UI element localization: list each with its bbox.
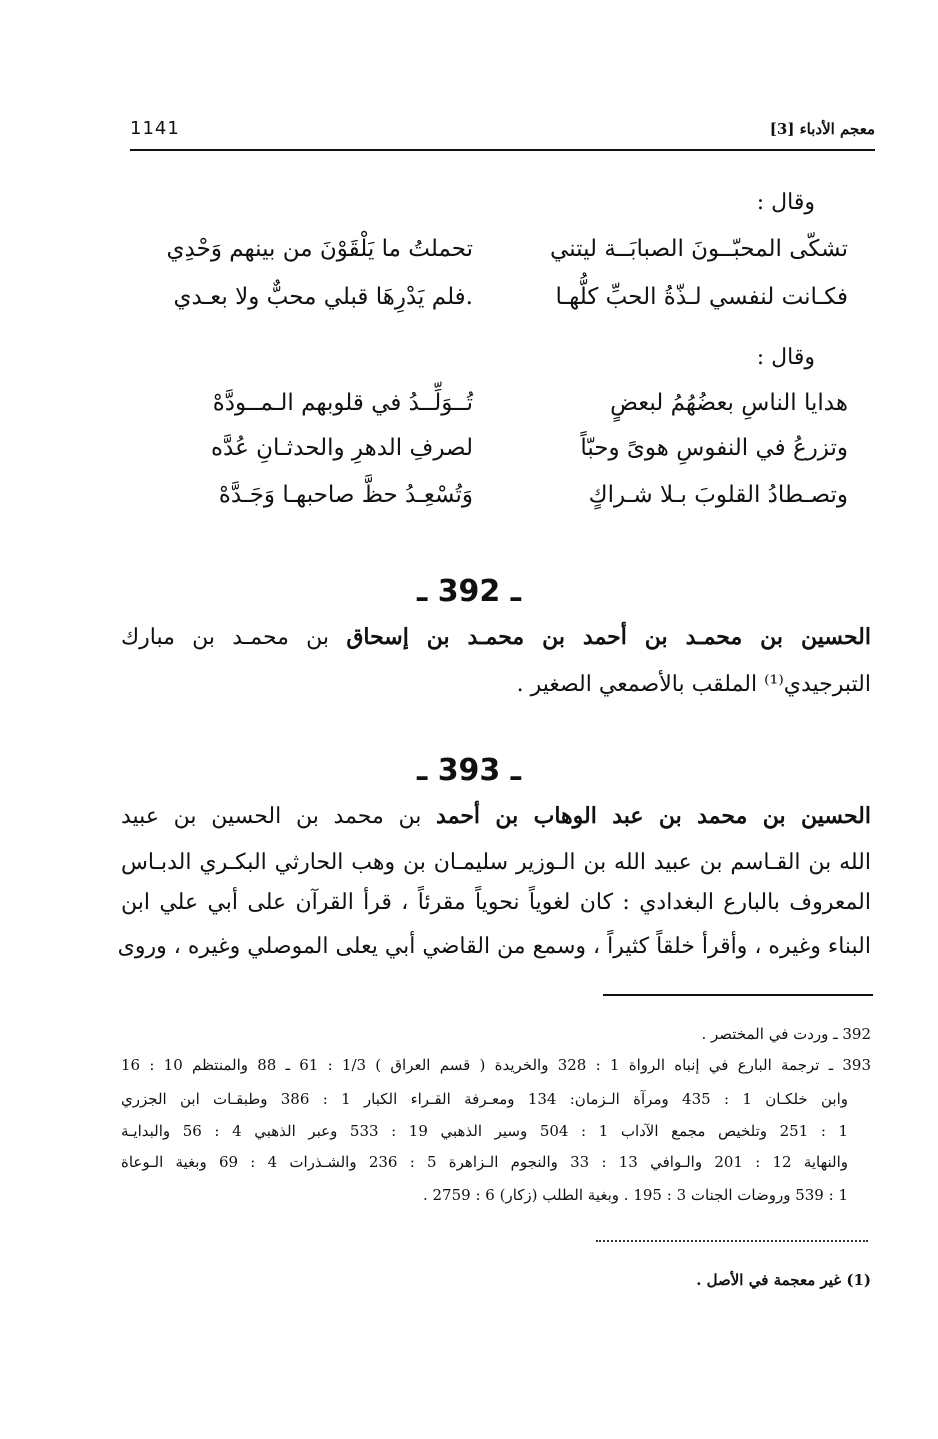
- entry-393-line3: المعروف بالبارع البغدادي : كان لغوياً نحوياً مقرئاً ، قرأ القرآن على أبي علي ابن: [121, 890, 871, 915]
- entry-392-number: ـ 392 ـ: [416, 574, 522, 609]
- footnote-393-line1: 393 ـ ترجمة البارع في إنباه الرواة 1 : 328 والخريدة ( قسم العراق ) 1/3 : 61 ـ 88 والمنتظم 10 : 16: [121, 1056, 871, 1074]
- footnote-393-line3: 1 : 251 وتلخيص مجمع الآداب 1 : 504 وسير الذهبي 19 : 533 وعبر الذهبي 4 : 56 والبدايـة: [121, 1122, 849, 1140]
- poem1-intro: وقال :: [756, 190, 815, 215]
- footnote-393-line4: والنهاية 12 : 201 والـوافي 13 : 33 والنجوم الـزاهرة 5 : 236 والشـذرات 4 : 69 وبغية الـوعاة: [121, 1153, 849, 1171]
- entry-392-line2: التبرجيدي⁽¹⁾ الملقب بالأصمعي الصغير .: [516, 672, 871, 697]
- entry-392-name: الحسين بن محمـد بن أحمد بن محمـد بن إسحاق: [346, 624, 871, 650]
- entry-393-name: الحسين بن محمد بن عبد الوهاب بن أحمد: [436, 803, 871, 829]
- entry-392-line1-rest: بن محمـد بن مبارك: [121, 625, 330, 650]
- entry-393-line2: الله بن القـاسم بن عبيد الله بن الـوزير سليمـان بن وهب الحارثي البكـري الدبـاس: [121, 850, 872, 875]
- page-header: [130, 112, 875, 152]
- poem1-verse2-sadr: فكـانت لنفسي لـذّةُ الحبِّ كلُّهـا: [555, 284, 848, 310]
- poem2-verse1-ajuz: تُــوَلِّــدُ في قلوبهم الـمــودَّهْ: [212, 390, 473, 416]
- running-title: معجم الأدباء [3]: [769, 120, 875, 138]
- footnote-393-line5: 1 : 539 وروضات الجنات 3 : 195 . وبغية الطلب (زكار) 6 : 2759 .: [422, 1186, 848, 1204]
- poem1-verse1-ajuz: تحملتُ ما يَلْقَوْنَ من بينهم وَحْدِي: [166, 236, 473, 262]
- entry-393-line1: [121, 803, 871, 829]
- poem2-verse2-ajuz: لصرفِ الدهرِ والحدثـانِ عُدَّه: [210, 435, 473, 461]
- dotted-separator: [596, 1240, 868, 1242]
- poem2-verse2-sadr: وتزرعُ في النفوسِ هوىً وحبّاً: [580, 435, 848, 461]
- entry-393-line1-rest: بن محمد بن الحسين بن عبيد: [121, 804, 422, 829]
- footnote-rule: [603, 994, 873, 996]
- entry-393-line4: البناء وغيره ، وأقرأ خلقاً كثيراً ، وسمع من القاضي أبي يعلى الموصلي وغيره ، وروى: [117, 934, 871, 959]
- poem2-intro: وقال :: [756, 345, 815, 370]
- poem1-verse1-sadr: تشكّى المحبّــونَ الصبابَــة ليتني: [550, 236, 848, 262]
- footnote-393-line2: وابن خلكـان 1 : 435 ومرآة الـزمان: 134 ومعـرفة القـراء الكبار 1 : 386 وطبقـات ابن الجزري: [121, 1090, 849, 1108]
- poem2-verse1-sadr: هدايا الناسِ بعضُهُمُ لبعضٍ: [610, 390, 848, 416]
- page-number: 1141: [130, 118, 180, 139]
- poem2-verse3-sadr: وتصـطادُ القلوبَ بـلا شـراكٍ: [588, 482, 848, 508]
- entry-392-line1: [121, 624, 871, 650]
- poem1-verse2-ajuz: .فلم يَدْرِهَا قبلي محبٌّ ولا بعـدي: [173, 284, 473, 310]
- poem2-verse3-ajuz: وَتُسْعِـدُ حظَّ صاحبهـا وَجَـدَّهْ: [218, 482, 473, 508]
- header-rule: [130, 149, 875, 151]
- footnote-marginal-1: (1) غير معجمة في الأصل .: [696, 1271, 871, 1289]
- entry-393-number: ـ 393 ـ: [416, 753, 522, 788]
- footnote-392: 392 ـ وردت في المختصر .: [701, 1025, 871, 1043]
